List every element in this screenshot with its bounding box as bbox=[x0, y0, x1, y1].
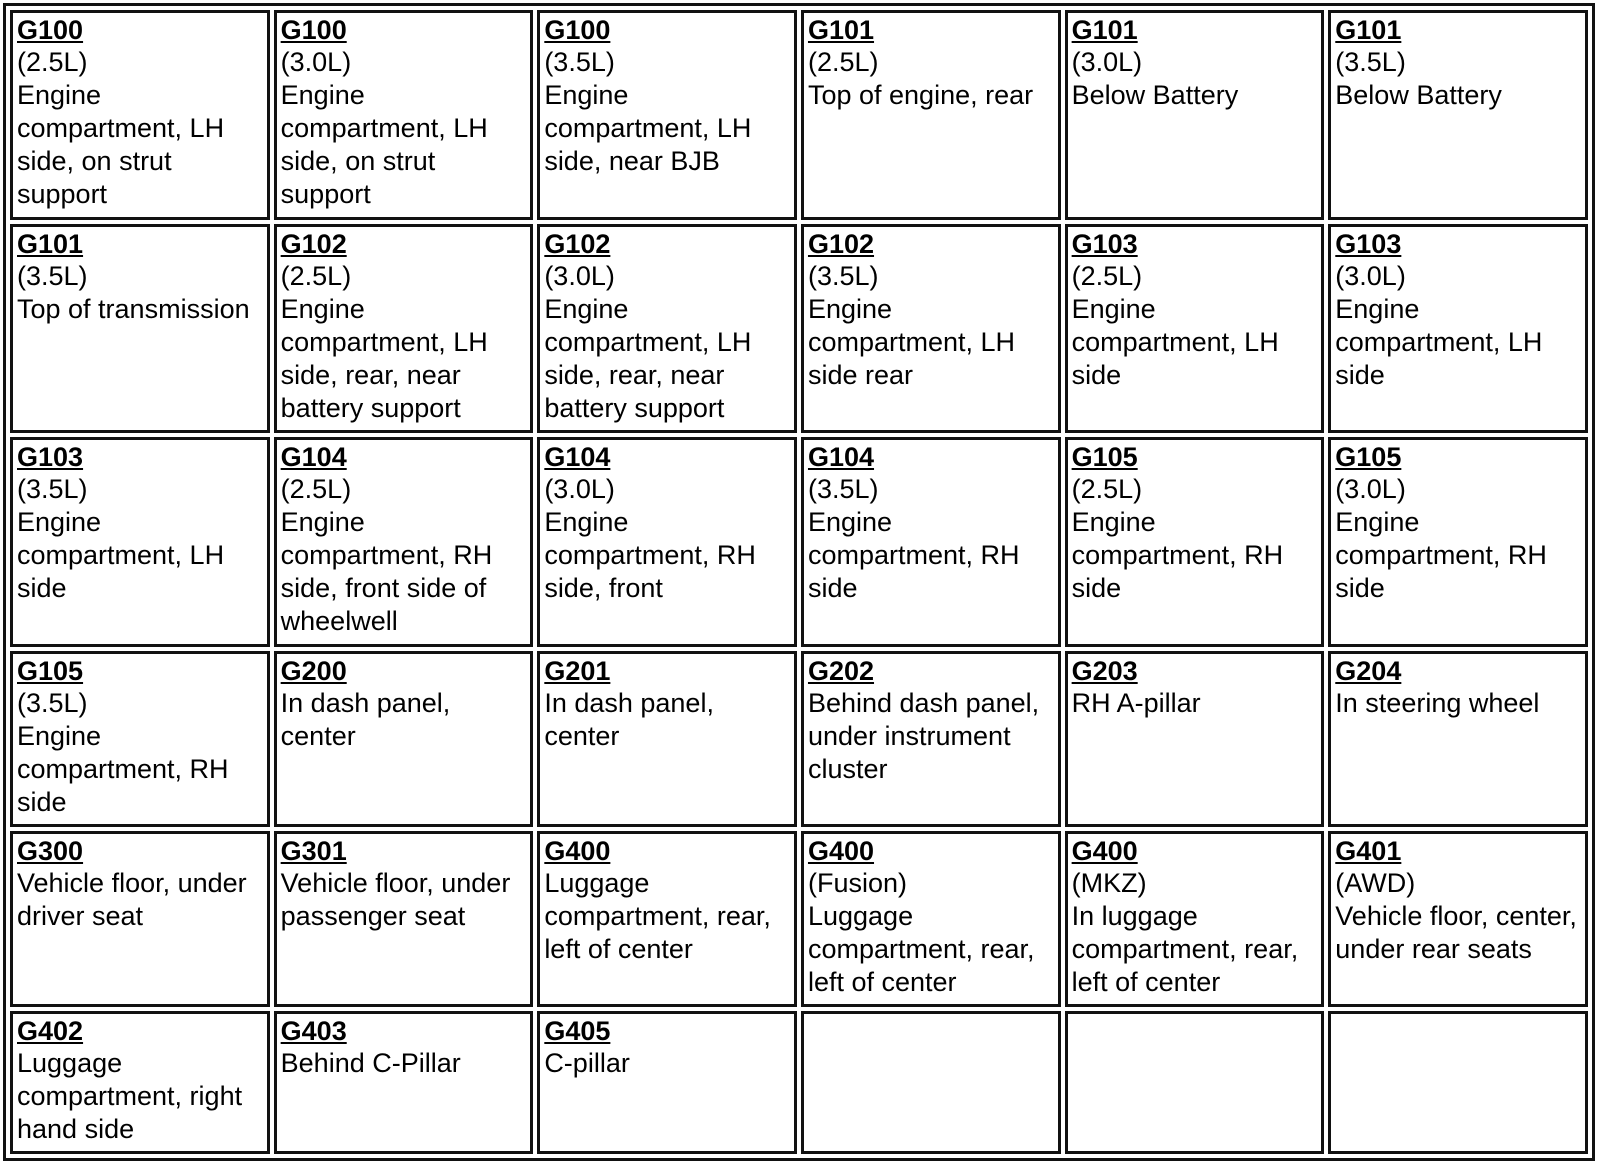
ground-variant: (3.0L) bbox=[1071, 47, 1143, 77]
ground-location: Vehicle floor, under driver seat bbox=[17, 867, 247, 931]
ground-code: G101 bbox=[1071, 15, 1138, 45]
ground-location: Engine compartment, RH side bbox=[1335, 507, 1547, 604]
ground-code: G105 bbox=[1071, 442, 1138, 473]
ground-code: G200 bbox=[280, 655, 347, 686]
table-cell bbox=[1328, 651, 1588, 827]
ground-locations-grid bbox=[6, 6, 1592, 1158]
ground-location: Engine compartment, RH side bbox=[17, 720, 229, 817]
table-cell bbox=[1328, 224, 1588, 434]
ground-variant: (3.0L) bbox=[544, 260, 615, 291]
ground-code: G100 bbox=[280, 15, 347, 45]
ground-location: Engine compartment, LH side, rear, near battery support bbox=[544, 293, 752, 423]
table-cell bbox=[1328, 10, 1588, 220]
ground-variant: (2.5L) bbox=[807, 47, 879, 77]
ground-variant: (2.5L) bbox=[280, 474, 352, 505]
table-cell bbox=[274, 651, 534, 827]
ground-code: G100 bbox=[544, 15, 611, 45]
ground-code: G103 bbox=[1335, 228, 1402, 259]
ground-variant: (2.5L) bbox=[1071, 474, 1143, 505]
table-cell bbox=[801, 831, 1061, 1007]
ground-location: Engine compartment, RH side, front side of wheelwell bbox=[280, 507, 493, 637]
ground-location: RH A-pillar bbox=[1071, 687, 1201, 718]
table-row bbox=[10, 1011, 1588, 1154]
ground-location: Engine compartment, RH side bbox=[807, 507, 1020, 604]
ground-variant: (MKZ) bbox=[1071, 867, 1147, 898]
ground-code: G101 bbox=[807, 15, 875, 45]
ground-variant: (2.5L) bbox=[17, 47, 88, 77]
ground-location: Engine compartment, LH side bbox=[1071, 293, 1279, 390]
ground-location: Behind dash panel, under instrument cluster bbox=[807, 687, 1040, 784]
table-cell bbox=[1328, 437, 1588, 647]
table-row bbox=[10, 437, 1588, 647]
table-cell bbox=[274, 10, 534, 220]
ground-code: G104 bbox=[544, 442, 611, 473]
ground-variant: (3.5L) bbox=[807, 474, 879, 505]
table-row bbox=[10, 224, 1588, 434]
ground-code: G102 bbox=[807, 228, 875, 259]
table-row bbox=[10, 10, 1588, 220]
table-cell bbox=[801, 437, 1061, 647]
table-cell bbox=[537, 651, 797, 827]
table-cell bbox=[10, 437, 270, 647]
ground-variant: (3.5L) bbox=[1335, 47, 1406, 77]
table-cell bbox=[10, 1011, 270, 1154]
ground-location: Engine compartment, RH side, front bbox=[544, 507, 756, 604]
table-cell bbox=[1328, 831, 1588, 1007]
ground-location: Engine compartment, LH side rear bbox=[807, 293, 1016, 390]
ground-location: Engine compartment, LH side, rear, near battery support bbox=[280, 293, 488, 423]
table-cell bbox=[10, 224, 270, 434]
table-cell bbox=[10, 651, 270, 827]
ground-code: G102 bbox=[280, 228, 347, 259]
ground-code: G300 bbox=[17, 835, 84, 866]
ground-variant: (2.5L) bbox=[1071, 260, 1143, 291]
ground-code: G102 bbox=[544, 228, 611, 259]
ground-location: Top of transmission bbox=[17, 293, 250, 324]
table-cell-empty bbox=[1328, 1011, 1588, 1154]
ground-location: In luggage compartment, rear, left of center bbox=[1071, 900, 1299, 997]
table-cell bbox=[1065, 651, 1325, 827]
ground-code: G400 bbox=[1071, 835, 1138, 866]
table-cell bbox=[274, 831, 534, 1007]
table-cell bbox=[801, 651, 1061, 827]
ground-code: G103 bbox=[17, 442, 84, 473]
ground-location: Luggage compartment, rear, left of center bbox=[807, 900, 1035, 997]
table-cell bbox=[10, 831, 270, 1007]
ground-variant: (3.5L) bbox=[17, 687, 88, 718]
ground-code: G101 bbox=[1335, 15, 1402, 45]
ground-location: Engine compartment, LH side bbox=[17, 507, 225, 604]
table-body bbox=[10, 10, 1588, 1154]
ground-code: G203 bbox=[1071, 655, 1138, 686]
ground-variant: (2.5L) bbox=[280, 260, 352, 291]
table-cell bbox=[537, 224, 797, 434]
table-cell bbox=[1065, 10, 1325, 220]
table-cell bbox=[537, 10, 797, 220]
table-cell bbox=[537, 437, 797, 647]
ground-location: Luggage compartment, rear, left of center bbox=[544, 867, 771, 964]
ground-code: G103 bbox=[1071, 228, 1138, 259]
table-cell bbox=[1065, 831, 1325, 1007]
table-cell bbox=[274, 1011, 534, 1154]
ground-location: Engine compartment, LH side bbox=[1335, 293, 1543, 390]
table-cell bbox=[537, 1011, 797, 1154]
table-row bbox=[10, 651, 1588, 827]
ground-code: G405 bbox=[544, 1015, 611, 1046]
ground-location: Vehicle floor, under passenger seat bbox=[280, 867, 511, 931]
ground-code: G402 bbox=[17, 1015, 84, 1046]
ground-code: G201 bbox=[544, 655, 611, 686]
ground-location: In steering wheel bbox=[1335, 687, 1540, 718]
ground-location: Engine compartment, LH side, on strut support bbox=[17, 80, 225, 209]
ground-variant: (3.0L) bbox=[1335, 474, 1406, 505]
ground-code: G400 bbox=[544, 835, 611, 866]
ground-code: G202 bbox=[807, 655, 875, 686]
ground-code: G100 bbox=[17, 15, 84, 45]
ground-location: In dash panel, center bbox=[544, 687, 714, 751]
table-cell bbox=[274, 224, 534, 434]
ground-variant: (AWD) bbox=[1335, 867, 1416, 898]
table-cell-empty bbox=[1065, 1011, 1325, 1154]
table-cell bbox=[1065, 224, 1325, 434]
ground-location: Engine compartment, RH side bbox=[1071, 507, 1284, 604]
ground-code: G104 bbox=[807, 442, 875, 473]
ground-code: G401 bbox=[1335, 835, 1402, 866]
table-row bbox=[10, 831, 1588, 1007]
ground-location: Behind C-Pillar bbox=[280, 1047, 461, 1078]
ground-code: G403 bbox=[280, 1015, 347, 1046]
ground-code: G101 bbox=[17, 228, 84, 259]
ground-variant: (3.5L) bbox=[17, 474, 88, 505]
table-cell bbox=[537, 831, 797, 1007]
table-cell bbox=[10, 10, 270, 220]
ground-code: G204 bbox=[1335, 655, 1402, 686]
table-cell bbox=[801, 224, 1061, 434]
ground-location: Below Battery bbox=[1071, 80, 1239, 110]
ground-locations-table bbox=[3, 3, 1595, 1161]
ground-location: In dash panel, center bbox=[280, 687, 451, 751]
ground-code: G105 bbox=[17, 655, 84, 686]
ground-variant: (3.5L) bbox=[17, 260, 88, 291]
ground-variant: (3.0L) bbox=[280, 47, 352, 77]
ground-variant: (3.5L) bbox=[807, 260, 879, 291]
ground-code: G105 bbox=[1335, 442, 1402, 473]
ground-location: Below Battery bbox=[1335, 80, 1502, 110]
table-cell bbox=[801, 10, 1061, 220]
ground-code: G400 bbox=[807, 835, 875, 866]
ground-variant: (Fusion) bbox=[807, 867, 907, 898]
table-cell bbox=[1065, 437, 1325, 647]
ground-code: G301 bbox=[280, 835, 347, 866]
table-cell bbox=[274, 437, 534, 647]
ground-location: Luggage compartment, right hand side bbox=[17, 1047, 243, 1144]
ground-variant: (3.0L) bbox=[1335, 260, 1406, 291]
ground-location: C-pillar bbox=[544, 1047, 630, 1078]
ground-location: Top of engine, rear bbox=[807, 80, 1034, 110]
ground-location: Vehicle floor, center, under rear seats bbox=[1335, 900, 1577, 964]
ground-variant: (3.5L) bbox=[544, 47, 615, 77]
ground-code: G104 bbox=[280, 442, 347, 473]
ground-variant: (3.0L) bbox=[544, 474, 615, 505]
ground-location: Engine compartment, LH side, near BJB bbox=[544, 80, 752, 176]
ground-location: Engine compartment, LH side, on strut support bbox=[280, 80, 488, 209]
table-cell-empty bbox=[801, 1011, 1061, 1154]
